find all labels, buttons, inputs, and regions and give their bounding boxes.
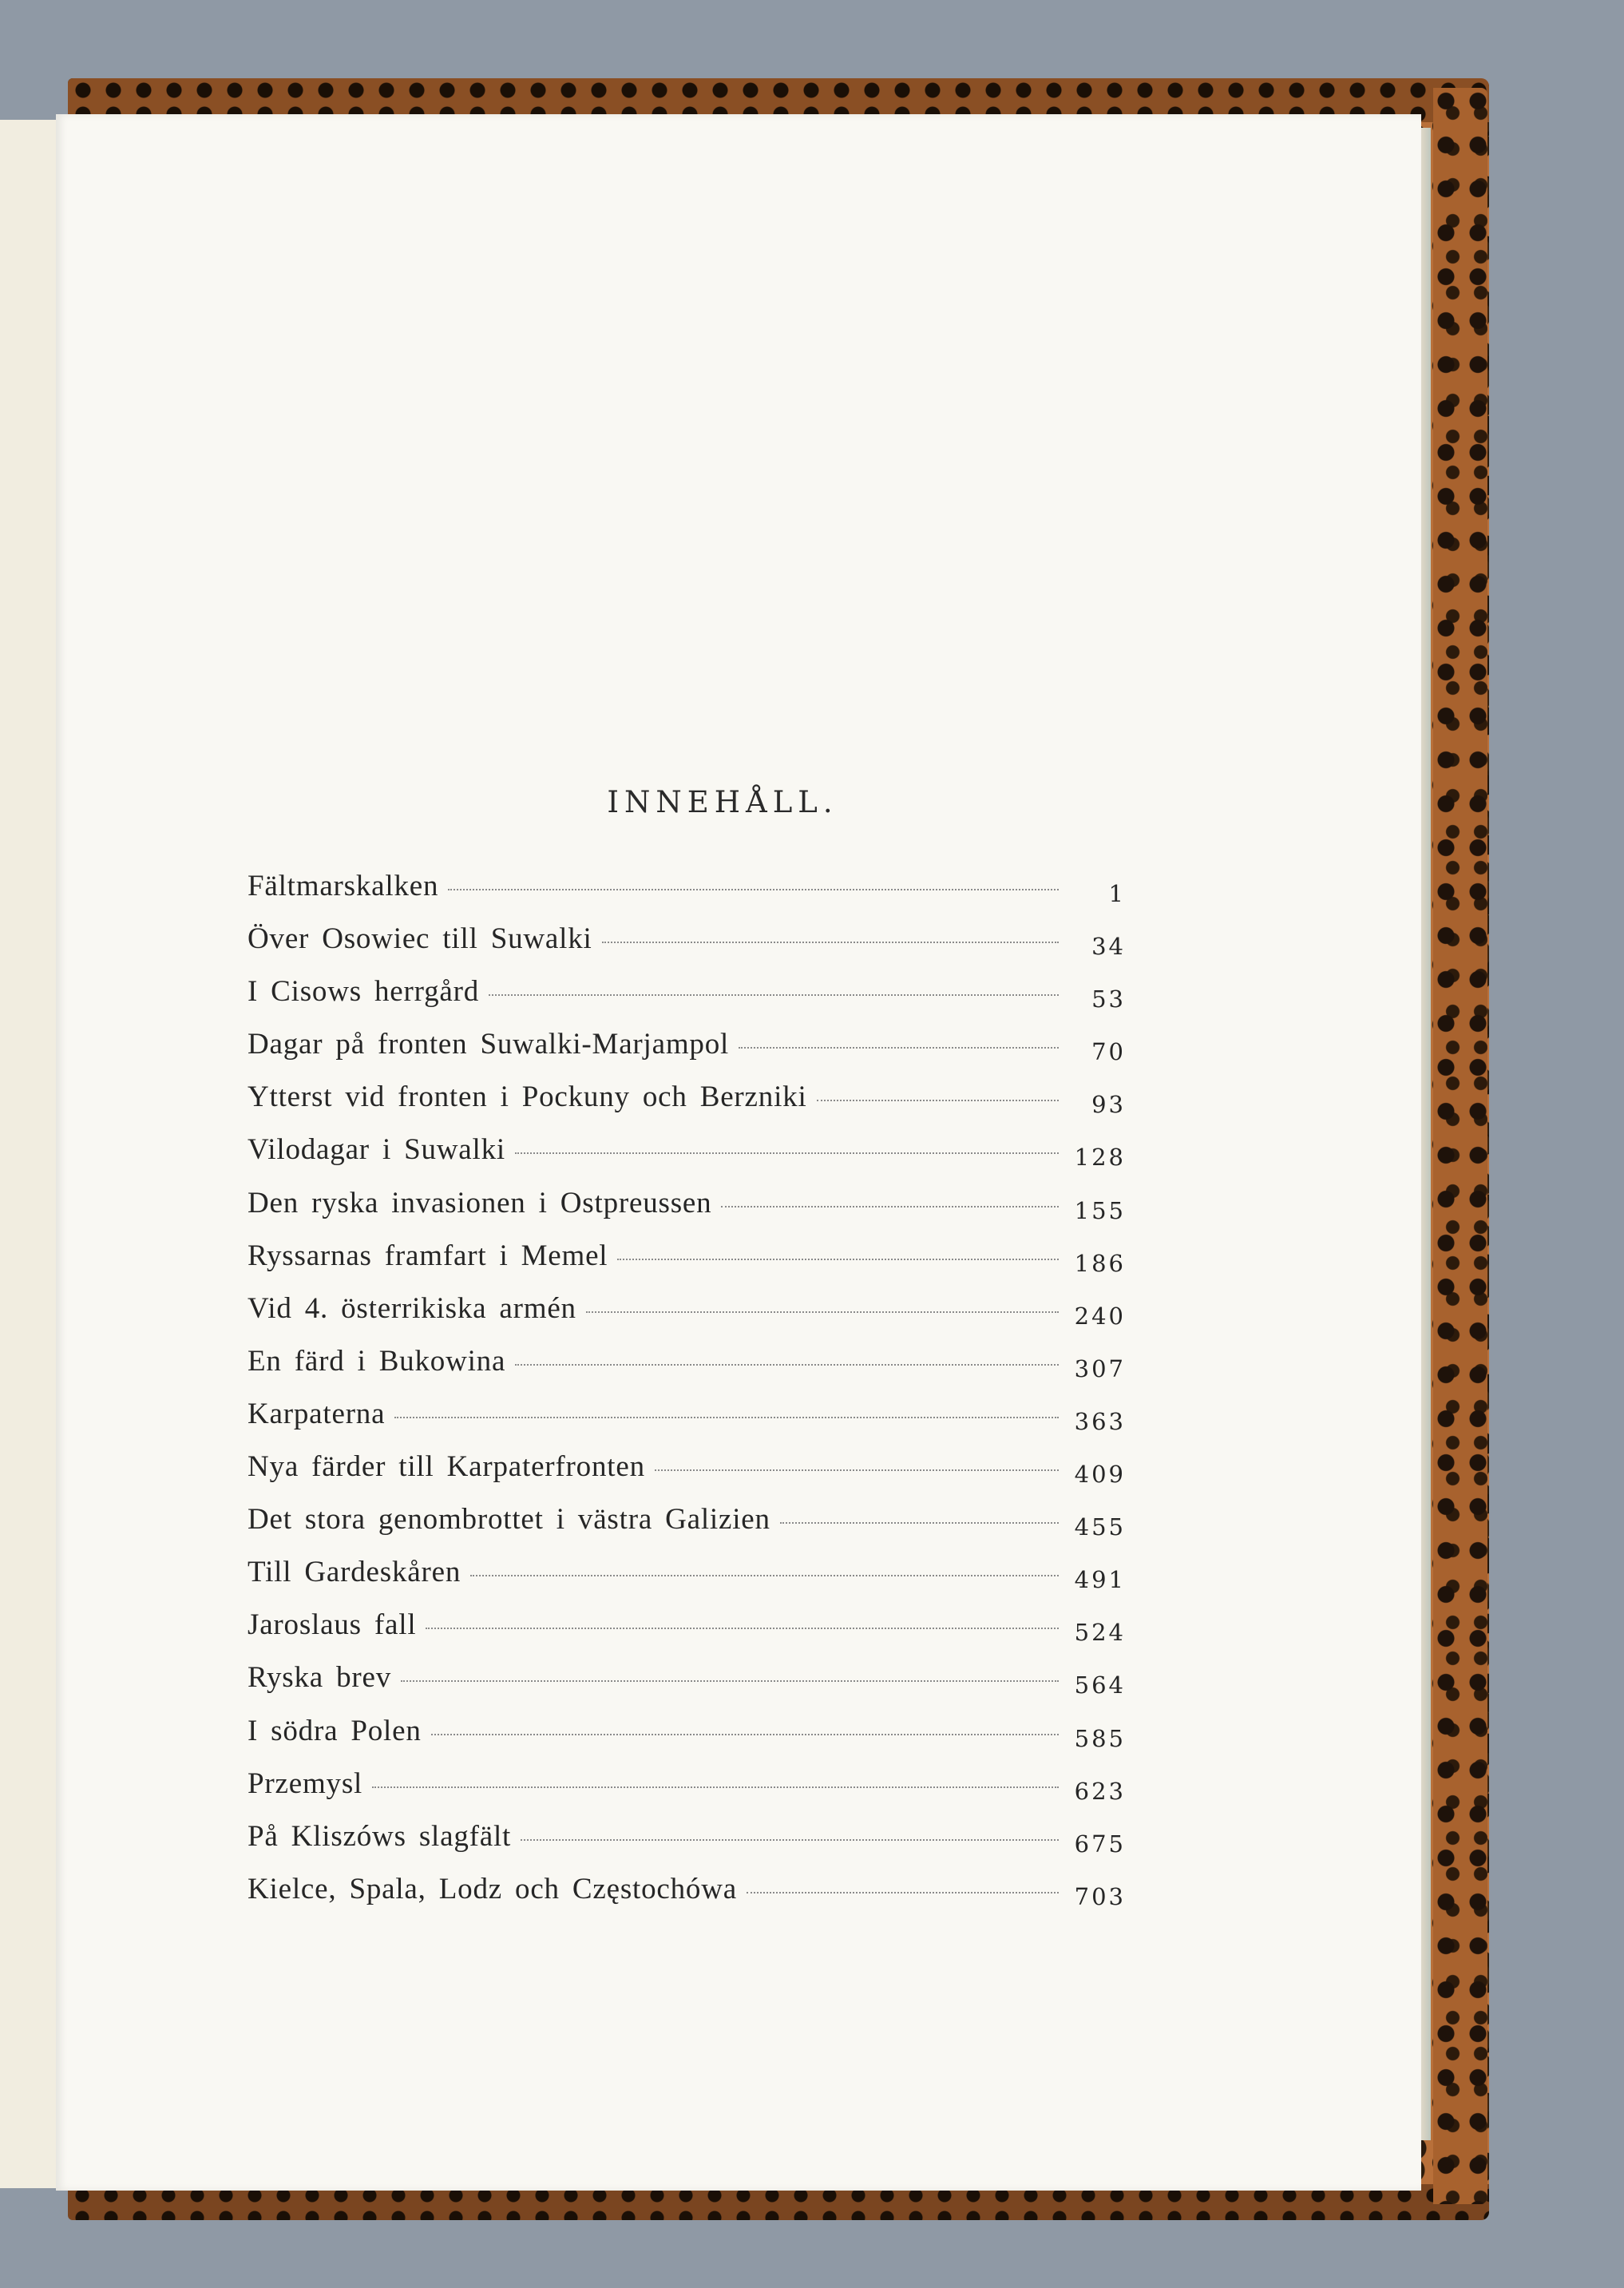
- toc-entry-title: Vid 4. österrikiska armén: [248, 1291, 576, 1325]
- toc-entry-title: Ryska brev: [248, 1661, 392, 1695]
- dot-leader: [747, 1892, 1059, 1893]
- toc-entry-page-number: 307: [1074, 1354, 1126, 1382]
- toc-entry-page-number: 53: [1091, 985, 1126, 1013]
- toc-entry-page-number: 564: [1074, 1671, 1126, 1699]
- toc-entry: [248, 1291, 1126, 1344]
- toc-entry: [248, 1344, 1126, 1397]
- toc-entry: [248, 1239, 1126, 1291]
- dot-leader: [739, 1047, 1059, 1049]
- toc-entry-title: På Kliszóws slagfält: [248, 1819, 512, 1853]
- table-of-contents: [248, 869, 1126, 1925]
- toc-entry: [248, 1872, 1126, 1925]
- toc-entry-page-number: 240: [1074, 1302, 1126, 1330]
- toc-entry: [248, 1027, 1126, 1080]
- toc-entry-page-number: 186: [1074, 1249, 1126, 1277]
- toc-entry: [248, 1132, 1126, 1185]
- toc-entry-title: Nya färder till Karpaterfronten: [248, 1450, 645, 1484]
- dot-leader: [426, 1628, 1059, 1629]
- toc-entry-title: Kielce, Spala, Lodz och Częstochówa: [248, 1872, 737, 1905]
- dot-leader: [780, 1522, 1059, 1524]
- dot-leader: [817, 1100, 1059, 1101]
- toc-entry: [248, 1819, 1126, 1872]
- dot-leader: [470, 1575, 1059, 1576]
- toc-entry-title: Karpaterna: [248, 1397, 386, 1430]
- toc-entry: [248, 1502, 1126, 1555]
- toc-entry-title: I södra Polen: [248, 1714, 422, 1747]
- toc-entry-title: En färd i Bukowina: [248, 1344, 506, 1378]
- toc-entry-title: Fältmarskalken: [248, 870, 439, 902]
- page-title: INNEHÅLL.: [607, 785, 838, 819]
- toc-entry: [248, 1660, 1126, 1713]
- toc-entry-title: Jaroslaus fall: [248, 1608, 417, 1642]
- dot-leader: [521, 1839, 1059, 1841]
- dot-leader: [586, 1311, 1059, 1313]
- toc-entry-title: Przemysl: [248, 1767, 363, 1800]
- toc-entry-page-number: 128: [1074, 1144, 1126, 1172]
- toc-entry: [248, 1767, 1126, 1819]
- toc-entry-page-number: 363: [1074, 1407, 1126, 1435]
- toc-entry-title: Den ryska invasionen i Ostpreussen: [248, 1186, 712, 1219]
- toc-entry: [248, 922, 1126, 974]
- toc-entry-page-number: 524: [1074, 1619, 1126, 1647]
- toc-entry-page-number: 34: [1091, 933, 1126, 961]
- toc-entry-page-number: 93: [1091, 1091, 1126, 1119]
- toc-entry-page-number: 491: [1074, 1566, 1126, 1594]
- toc-entry: [248, 974, 1126, 1027]
- toc-entry: [248, 1397, 1126, 1449]
- toc-entry: [248, 1449, 1126, 1502]
- toc-entry-page-number: 703: [1074, 1882, 1126, 1910]
- dot-leader: [394, 1417, 1059, 1418]
- toc-entry: [248, 869, 1126, 922]
- toc-entry-page-number: 70: [1091, 1038, 1126, 1066]
- dot-leader: [489, 994, 1059, 996]
- toc-entry-page-number: 623: [1074, 1777, 1126, 1805]
- toc-entry-page-number: 455: [1074, 1513, 1126, 1541]
- contents-page: [56, 114, 1421, 2191]
- toc-entry-title: Det stora genombrottet i västra Galizien: [248, 1503, 770, 1537]
- dot-leader: [431, 1734, 1059, 1735]
- dot-leader: [448, 889, 1059, 890]
- dot-leader: [617, 1259, 1059, 1260]
- dot-leader: [401, 1680, 1059, 1682]
- toc-entry-title: Vilodagar i Suwalki: [248, 1133, 505, 1167]
- toc-entry-page-number: 1: [1108, 880, 1126, 907]
- dot-leader: [372, 1786, 1059, 1788]
- cover-right-edge: [1433, 88, 1487, 2204]
- toc-entry-title: Dagar på fronten Suwalki-Marjampol: [248, 1028, 730, 1061]
- toc-entry: [248, 1080, 1126, 1132]
- toc-entry-title: Till Gardeskåren: [248, 1556, 461, 1589]
- toc-entry-page-number: 409: [1074, 1461, 1126, 1489]
- dot-leader: [602, 942, 1059, 943]
- toc-entry-title: Ryssarnas framfart i Memel: [248, 1239, 608, 1272]
- toc-entry-page-number: 675: [1074, 1830, 1126, 1858]
- dot-leader: [721, 1206, 1059, 1207]
- toc-entry-page-number: 155: [1074, 1196, 1126, 1224]
- toc-entry-title: Ytterst vid fronten i Pockuny och Berzniki: [248, 1081, 807, 1114]
- toc-entry: [248, 1555, 1126, 1608]
- toc-entry: [248, 1186, 1126, 1239]
- left-page-edge: [0, 120, 61, 2188]
- toc-entry: [248, 1714, 1126, 1767]
- toc-entry-title: I Cisows herrgård: [248, 975, 480, 1009]
- dot-leader: [515, 1152, 1059, 1154]
- toc-entry-title: Över Osowiec till Suwalki: [248, 922, 592, 956]
- dot-leader: [515, 1364, 1059, 1366]
- dot-leader: [655, 1469, 1059, 1471]
- toc-entry: [248, 1608, 1126, 1660]
- toc-entry-page-number: 585: [1074, 1724, 1126, 1752]
